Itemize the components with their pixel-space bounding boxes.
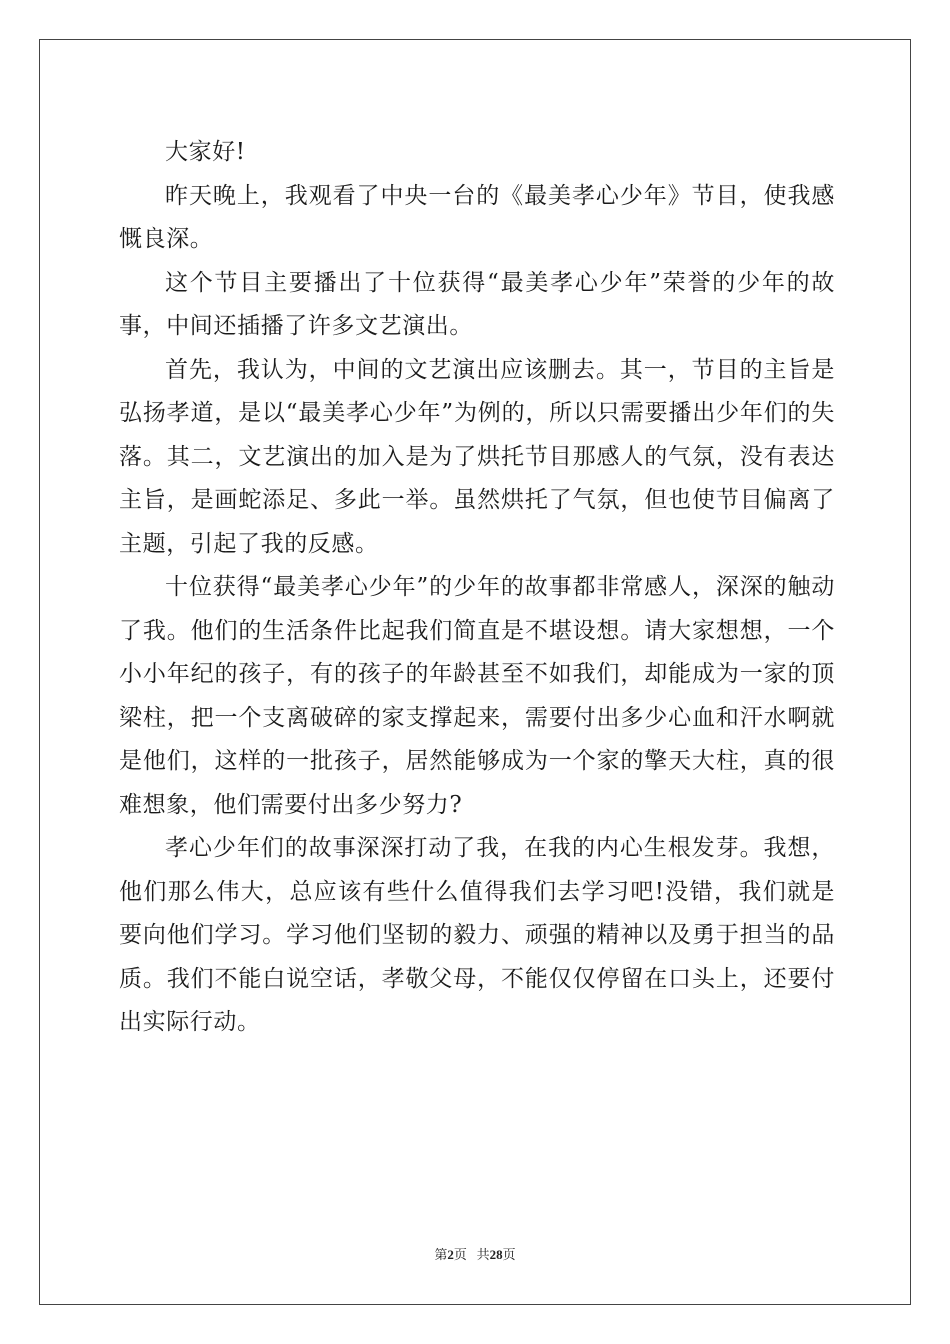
paragraph-5: 孝心少年们的故事深深打动了我，在我的内心生根发芽。我想，他们那么伟大，总应该有些什么值得我们去学习吧!没错，我们就是要向他们学习。学习他们坚韧的毅力、顽强的精神以及勇于担当的品质。我们不能白说空话，孝敬父母，不能仅仅停留在口头上，还要付出实际行动。 <box>119 835 835 1035</box>
document-body <box>119 131 835 1045</box>
page-footer <box>0 1244 950 1263</box>
total-pages: 28 <box>489 1247 503 1262</box>
page-suffix: 页 <box>453 1247 467 1262</box>
paragraph-1: 昨天晚上，我观看了中央一台的《最美孝心少年》节目，使我感慨良深。 <box>119 182 835 252</box>
page-prefix: 第 <box>434 1247 448 1262</box>
total-suffix: 页 <box>502 1247 516 1262</box>
paragraph-4: 十位获得“最美孝心少年”的少年的故事都非常感人，深深的触动了我。他们的生活条件比起我们简直是不堪设想。请大家想想，一个小小年纪的孩子，有的孩子的年龄甚至不如我们，却能成为一家的顶梁柱，把一个支离破碎的家支撑起来，需要付出多少心血和汗水啊就是他们，这样的一批孩子，居然能够成为一个家的擎天大柱，真的很难想象，他们需要付出多少努力? <box>119 574 835 818</box>
paragraph-2: 这个节目主要播出了十位获得“最美孝心少年”荣誉的少年的故事，中间还插播了许多文艺演出。 <box>119 269 835 339</box>
paragraph-3: 首先，我认为，中间的文艺演出应该删去。其一，节目的主旨是弘扬孝道，是以“最美孝心少年”为例的，所以只需要播出少年们的失落。其二，文艺演出的加入是为了烘托节目那感人的气氛，没有表达主旨，是画蛇添足、多此一举。虽然烘托了气氛，但也使节目偏离了主题，引起了我的反感。 <box>119 356 835 557</box>
paragraph-greeting: 大家好! <box>165 139 246 165</box>
page-number: 2 <box>447 1247 454 1262</box>
total-prefix: 共 <box>476 1247 490 1262</box>
